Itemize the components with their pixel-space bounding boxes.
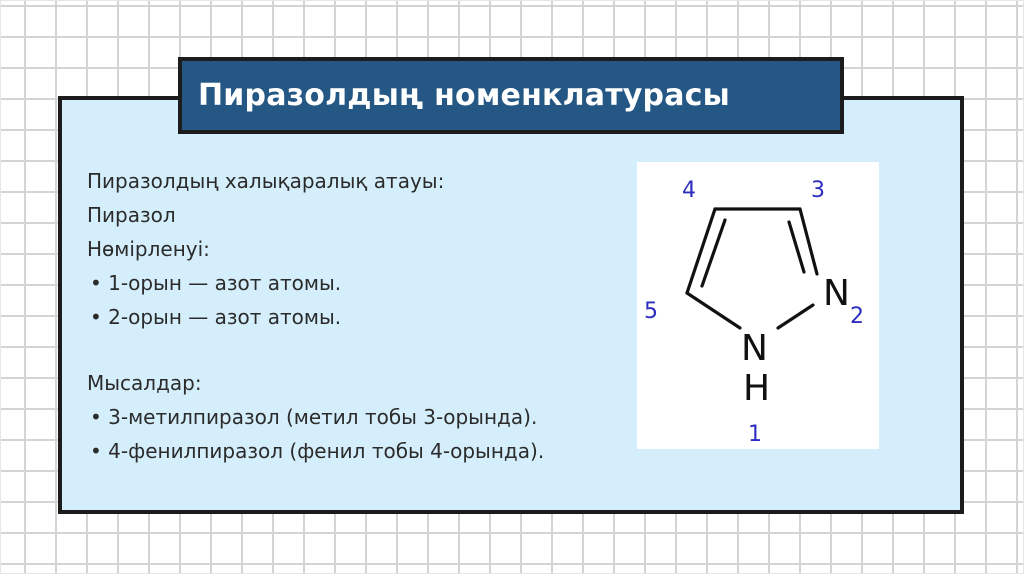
pyrazole-structure-svg — [637, 162, 879, 449]
slide-title: Пиразолдың номенклатурасы — [198, 78, 730, 113]
bond-n1-c5 — [687, 293, 740, 328]
title-bar — [178, 57, 844, 134]
bond-c3-n2-double — [789, 222, 804, 272]
examples-heading: Мысалдар: — [87, 371, 202, 395]
position-number-3: 3 — [811, 178, 825, 203]
position-number-1: 1 — [748, 422, 762, 447]
intl-name-label: Пиразолдың халықаралық атауы: — [87, 169, 445, 193]
atom-h1: H — [743, 368, 771, 409]
numbering-heading: Нөмірленуі: — [87, 237, 210, 261]
position-number-4: 4 — [682, 178, 696, 203]
numbering-item: • 1-орын — азот атомы. — [90, 271, 342, 295]
atom-n1: N — [741, 328, 768, 369]
bond-c5-c4 — [687, 209, 715, 293]
ring-bonds — [687, 209, 817, 328]
pyrazole-structure-diagram — [637, 162, 879, 449]
compound-name: Пиразол — [87, 203, 176, 227]
position-number-5: 5 — [644, 299, 658, 324]
text-block — [87, 164, 627, 468]
example-item: • 3-метилпиразол (метил тобы 3-орында). — [90, 405, 538, 429]
bond-c5-c4-double — [702, 220, 725, 286]
numbering-item: • 2-орын — азот атомы. — [90, 305, 342, 329]
position-number-2: 2 — [850, 304, 864, 329]
example-item: • 4-фенилпиразол (фенил тобы 4-орында). — [90, 439, 545, 463]
atom-n2: N — [823, 273, 850, 314]
bond-n2-n1 — [778, 305, 813, 328]
